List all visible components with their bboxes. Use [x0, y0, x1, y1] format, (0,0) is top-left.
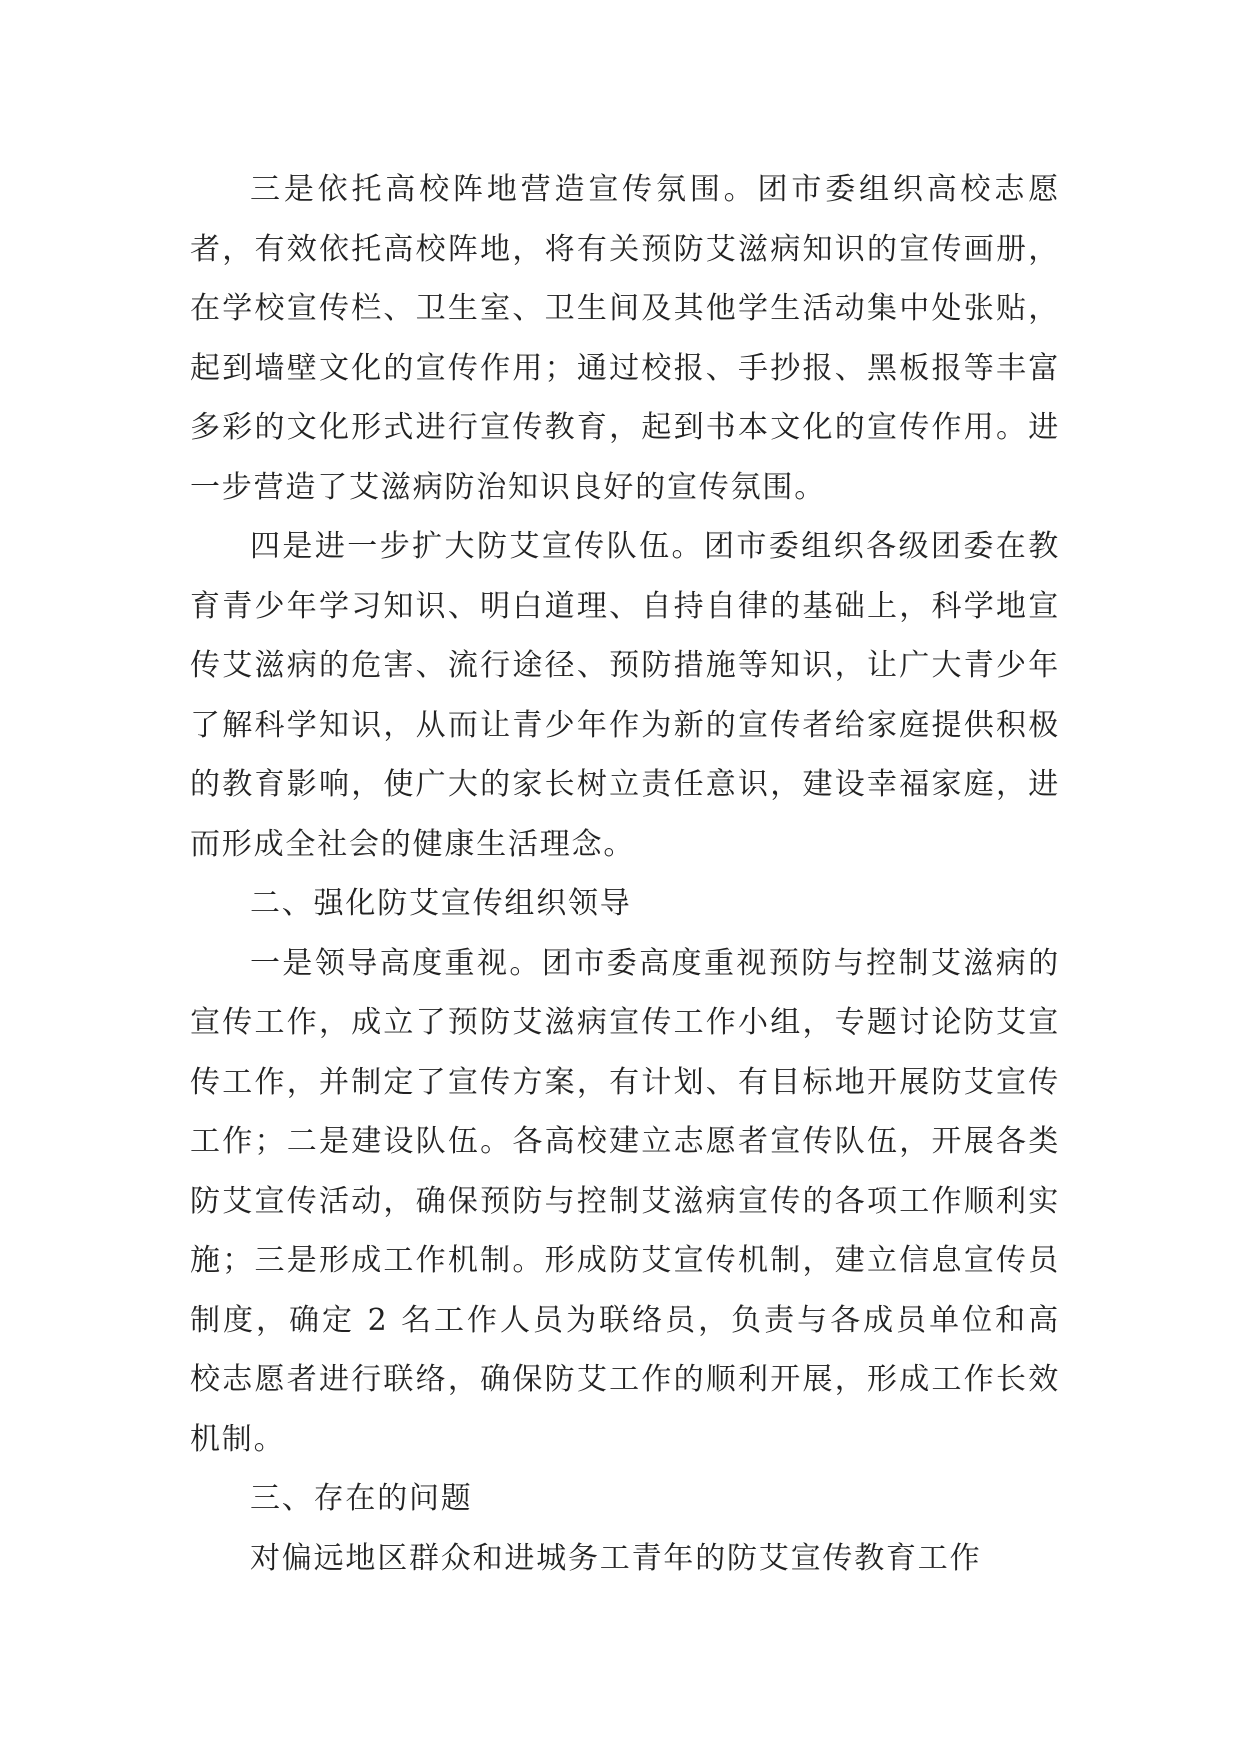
section-heading-problems: 三、存在的问题 — [250, 1481, 473, 1516]
paragraph-problems: 对偏远地区群众和进城务工青年的防艾宣传教育工作 — [250, 1540, 982, 1576]
section-heading-leadership: 二、强化防艾宣传组织领导 — [250, 886, 632, 921]
paragraph-university-publicity: 三是依托高校阵地营造宣传氛围。团市委组织高校志愿者，有效依托高校阵地，将有关预防艾滋病知识的宣传画册，在学校宣传栏、卫生室、卫生间及其他学生活动集中处张贴，起到墙壁文化的宣传作用；通过校报、手抄报、黑板报等丰富多彩的文化形式进行宣传教育，起到书本文化的宣传作用。进一步营造了艾滋病防治知识良好的宣传氛围。 — [190, 172, 1060, 505]
document-body — [190, 160, 1060, 1588]
paragraph-leadership-measures: 一是领导高度重视。团市委高度重视预防与控制艾滋病的宣传工作，成立了预防艾滋病宣传工作小组，专题讨论防艾宣传工作，并制定了宣传方案，有计划、有目标地开展防艾宣传工作；二是建设队伍。各高校建立志愿者宣传队伍，开展各类防艾宣传活动，确保预防与控制艾滋病宣传的各项工作顺利实施；三是形成工作机制。形成防艾宣传机制，建立信息宣传员制度，确定 2 名工作人员为联络员，负责与各成员单位和高校志愿者进行联络，确保防艾工作的顺利开展，形成工作长效机制。 — [190, 945, 1060, 1457]
paragraph-expand-team: 四是进一步扩大防艾宣传队伍。团市委组织各级团委在教育青少年学习知识、明白道理、自持自律的基础上，科学地宣传艾滋病的危害、流行途径、预防措施等知识，让广大青少年了解科学知识，从而让青少年作为新的宣传者给家庭提供积极的教育影响，使广大的家长树立责任意识，建设幸福家庭，进而形成全社会的健康生活理念。 — [190, 529, 1060, 862]
